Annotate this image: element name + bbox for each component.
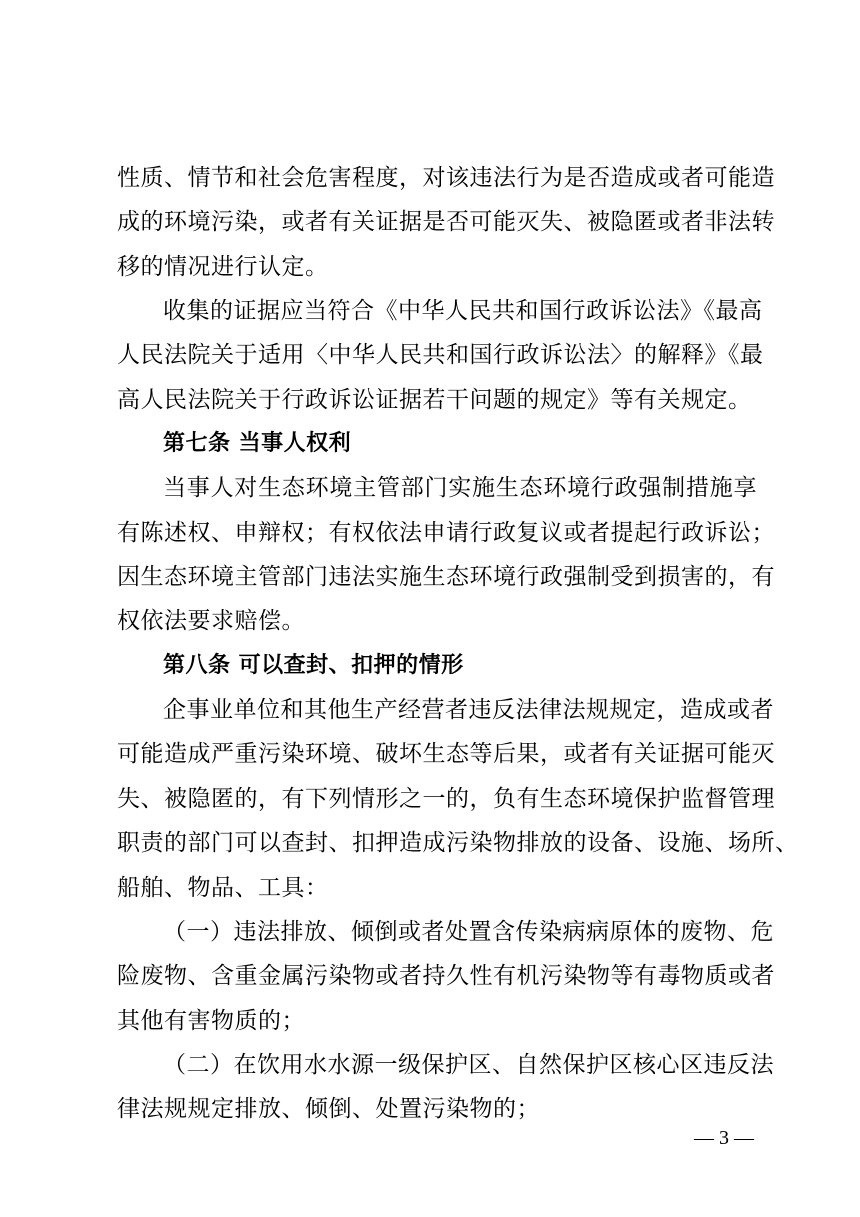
text-line: 收集的证据应当符合《中华人民共和国行政诉讼法》《最高 xyxy=(163,298,763,325)
list-item-line: （二）在饮用水水源一级保护区、自然保护区核心区违反法 xyxy=(163,1051,774,1078)
article-heading: 第七条 当事人权利 xyxy=(163,431,352,457)
text-line: 人民法院关于适用〈中华人民共和国行政诉讼法〉的解释》《最 xyxy=(117,342,764,369)
text-line: 船舶、物品、工具： xyxy=(117,874,329,901)
text-line: 职责的部门可以查封、扣押造成污染物排放的设备、设施、场所、 xyxy=(117,830,799,857)
text-line: 因生态环境主管部门违法实施生态环境行政强制受到损害的，有 xyxy=(117,564,775,591)
page-number: — 3 — xyxy=(694,1127,754,1149)
text-line: 有陈述权、申辩权；有权依法申请行政复议或者提起行政诉讼； xyxy=(117,519,775,546)
text-line: 移的情况进行认定。 xyxy=(117,253,329,280)
text-line: 当事人对生态环境主管部门实施生态环境行政强制措施享 xyxy=(163,475,757,502)
list-item-line: 其他有害物质的； xyxy=(117,1007,305,1034)
text-line: 可能造成严重污染环境、破坏生态等后果，或者有关证据可能灭 xyxy=(117,741,775,768)
text-line: 成的环境污染，或者有关证据是否可能灭失、被隐匿或者非法转 xyxy=(117,209,775,236)
list-item-line: 律法规规定排放、倾倒、处置污染物的； xyxy=(117,1096,540,1123)
article-heading: 第八条 可以查封、扣押的情形 xyxy=(163,652,464,678)
text-line: 权依法要求赔偿。 xyxy=(117,608,305,635)
document-body xyxy=(117,156,799,1132)
list-item-line: （一）违法排放、倾倒或者处置含传染病病原体的废物、危 xyxy=(163,918,774,945)
text-line: 性质、情节和社会危害程度，对该违法行为是否造成或者可能造 xyxy=(117,165,775,191)
text-line: 失、被隐匿的，有下列情形之一的，负有生态环境保护监督管理 xyxy=(117,785,775,812)
list-item-line: 险废物、含重金属污染物或者持久性有机污染物等有毒物质或者 xyxy=(117,963,775,990)
text-line: 企事业单位和其他生产经营者违反法律法规规定，造成或者 xyxy=(163,697,774,724)
text-line: 高人民法院关于行政诉讼证据若干问题的规定》等有关规定。 xyxy=(117,386,752,413)
